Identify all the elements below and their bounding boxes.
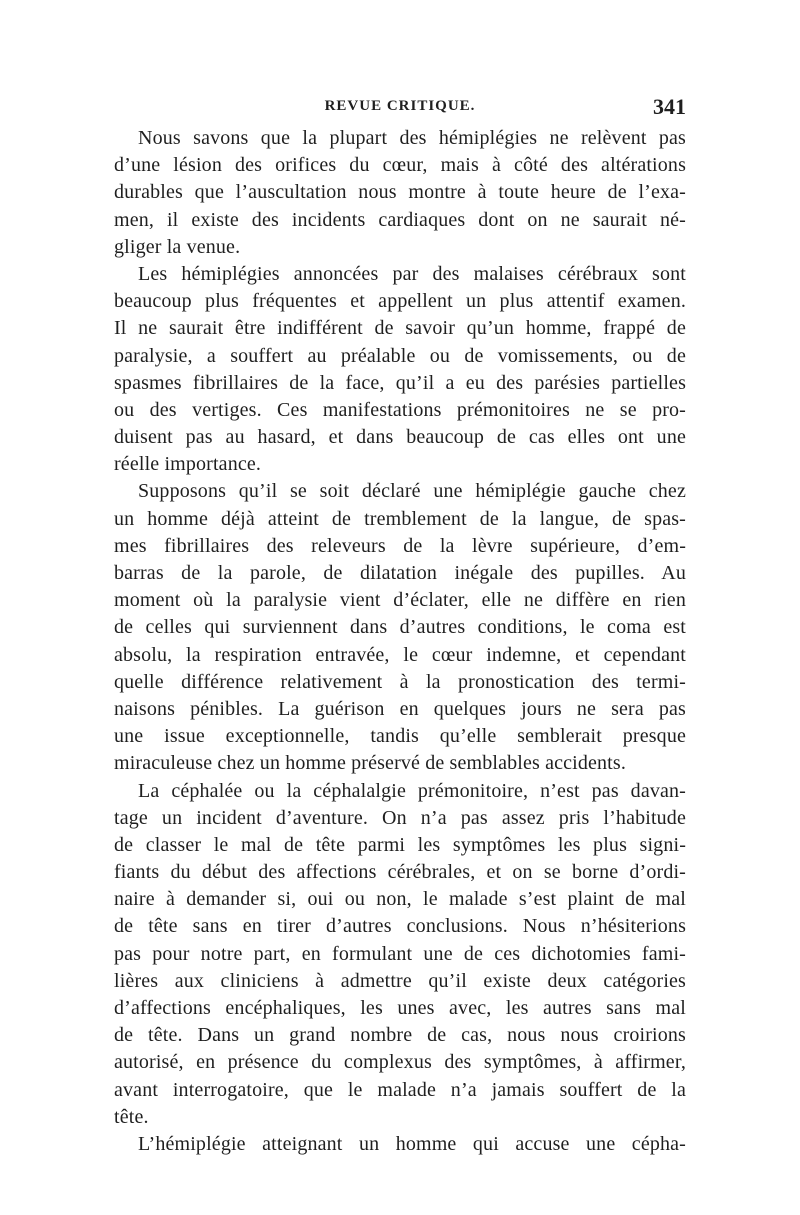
text-line: avant interrogatoire, que le malade n’a jamais souffert de la [114, 1078, 686, 1101]
paragraph [114, 778, 686, 1131]
running-title: REVUE CRITIQUE. [324, 98, 476, 114]
running-head [114, 94, 686, 124]
text-line: Supposons qu’il se soit déclaré une hémiplégie gauche chez [138, 480, 686, 503]
text-line: pas pour notre part, en formulant une de ces dichotomies fami- [114, 942, 686, 965]
text-line: gliger la venue. [114, 235, 241, 258]
body-text [114, 125, 686, 1158]
text-line: moment où la paralysie vient d’éclater, elle ne diffère en rien [114, 589, 686, 612]
text-line: miraculeuse chez un homme préservé de semblables accidents. [114, 752, 626, 775]
text-line: Il ne saurait être indifférent de savoir qu’un homme, frappé de [114, 317, 686, 340]
page-number: 341 [653, 94, 686, 119]
text-line: tage un incident d’aventure. On n’a pas assez pris l’habitude [114, 806, 686, 829]
text-line: réelle importance. [114, 453, 262, 476]
text-line: de classer le mal de tête parmi les symptômes les plus signi- [114, 833, 686, 856]
text-line: spasmes fibrillaires de la face, qu’il a eu des parésies partielles [114, 371, 686, 394]
text-line: duisent pas au hasard, et dans beaucoup de cas elles ont une [114, 426, 686, 449]
paragraph [114, 125, 686, 261]
text-line: de tête sans en tirer d’autres conclusions. Nous n’hésiterions [114, 915, 686, 938]
text-line: de tête. Dans un grand nombre de cas, nous nous croirions [114, 1024, 686, 1047]
text-line: fiants du début des affections cérébrales, et on se borne d’ordi- [114, 861, 686, 884]
text-line: lières aux cliniciens à admettre qu’il existe deux catégories [114, 969, 686, 992]
text-line: quelle différence relativement à la pronostication des termi- [114, 670, 686, 693]
text-line: La céphalée ou la céphalalgie prémonitoire, n’est pas davan- [138, 779, 686, 802]
text-line: Les hémiplégies annoncées par des malaises cérébraux sont [138, 262, 686, 285]
text-line: un homme déjà atteint de tremblement de la langue, de spas- [114, 507, 686, 530]
text-line: absolu, la respiration entravée, le cœur indemne, et cependant [114, 643, 686, 666]
text-line: L’hémiplégie atteignant un homme qui accuse une cépha- [138, 1132, 686, 1155]
text-line: de celles qui surviennent dans d’autres conditions, le coma est [114, 616, 686, 639]
paragraph [114, 261, 686, 479]
text-line: men, il existe des incidents cardiaques dont on ne saurait né- [114, 208, 686, 231]
text-line: ou des vertiges. Ces manifestations prémonitoires ne se pro- [114, 398, 686, 421]
text-line: tête. [114, 1105, 149, 1128]
text-line: Nous savons que la plupart des hémiplégies ne relèvent pas [138, 127, 686, 149]
text-line: beaucoup plus fréquentes et appellent un plus attentif examen. [114, 290, 686, 313]
paragraph [114, 1131, 686, 1158]
text-line: paralysie, a souffert au préalable ou de vomissements, ou de [114, 344, 686, 367]
text-line: barras de la parole, de dilatation inégale des pupilles. Au [114, 562, 686, 584]
text-line: d’affections encéphaliques, les unes avec, les autres sans mal [114, 997, 686, 1019]
text-line: mes fibrillaires des releveurs de la lèvre supérieure, d’em- [114, 534, 686, 557]
text-line: d’une lésion des orifices du cœur, mais à côté des altérations [114, 154, 686, 177]
paragraph [114, 478, 686, 777]
text-line: naire à demander si, oui ou non, le malade s’est plaint de mal [114, 888, 686, 911]
text-line: durables que l’auscultation nous montre à toute heure de l’exa- [114, 181, 686, 204]
text-line: autorisé, en présence du complexus des symptômes, à affirmer, [114, 1051, 686, 1074]
text-line: naisons pénibles. La guérison en quelques jours ne sera pas [114, 697, 686, 720]
text-line: une issue exceptionnelle, tandis qu’elle semblerait presque [114, 725, 686, 748]
